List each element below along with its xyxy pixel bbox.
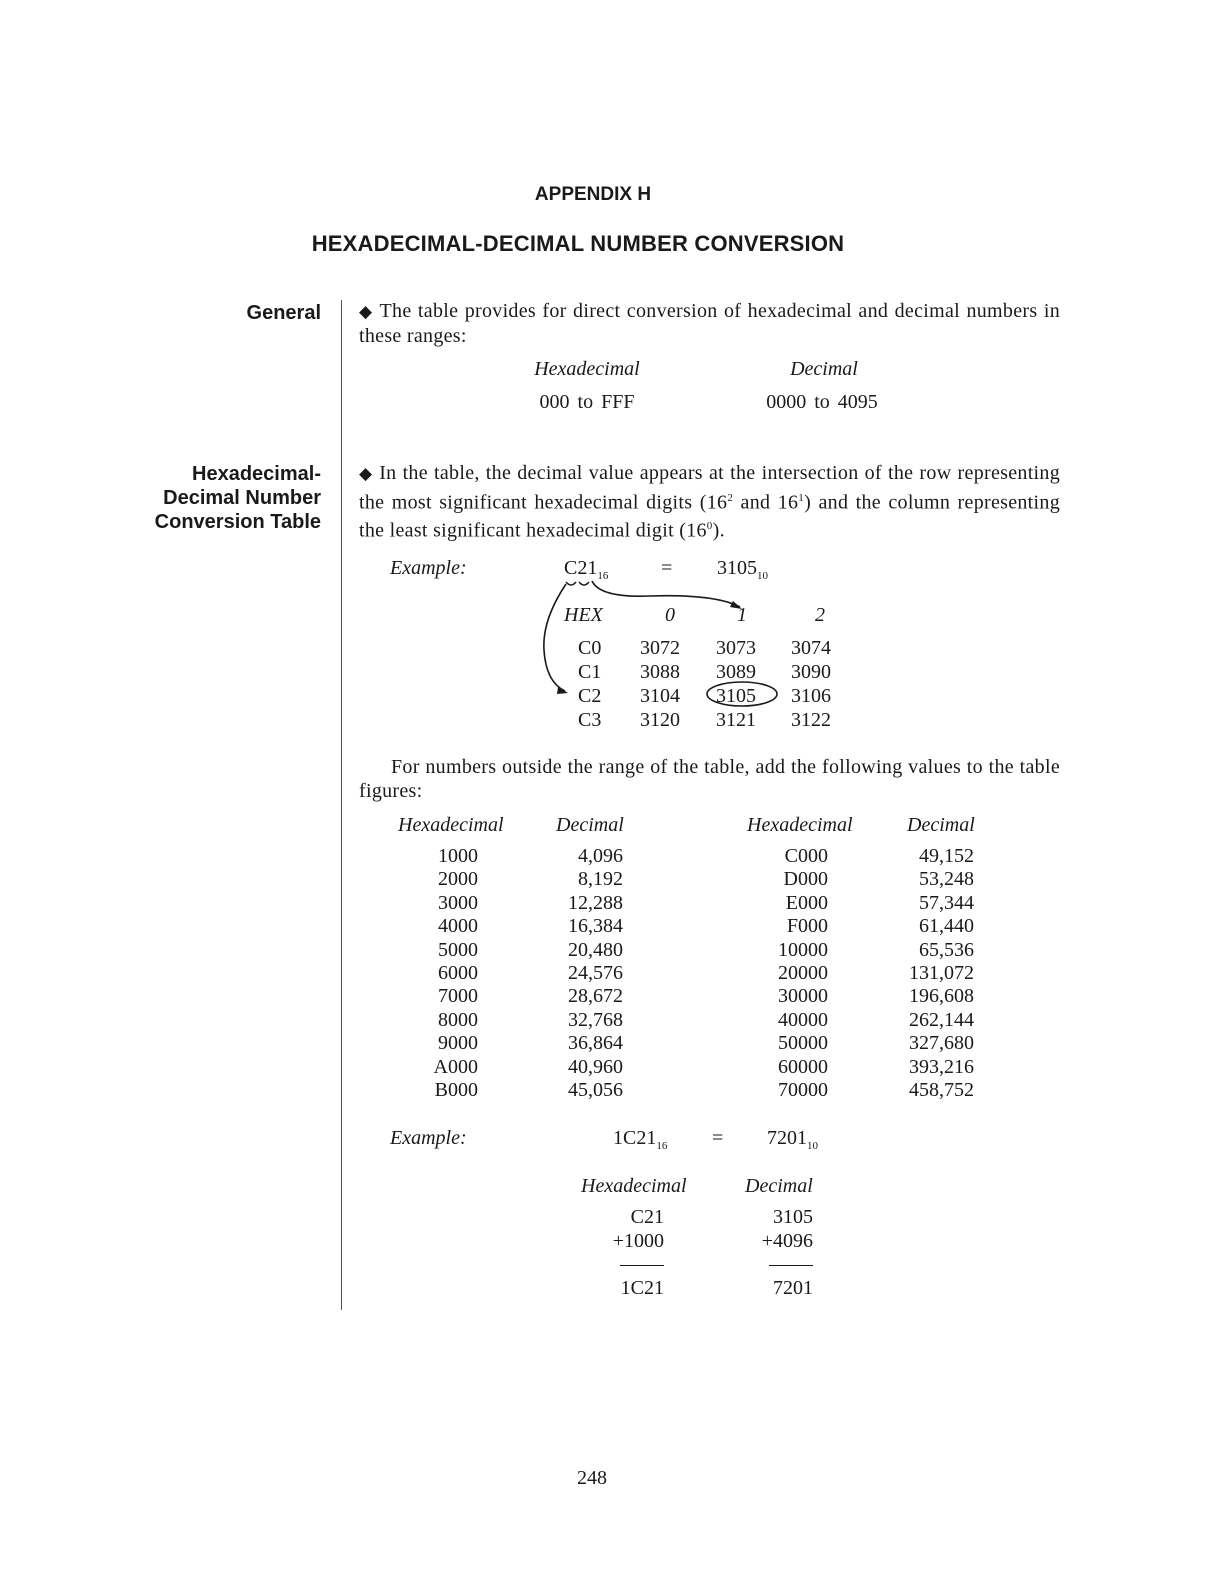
table-row — [578, 636, 831, 660]
table-row — [578, 660, 831, 684]
addition-dec-cell: 36,864 — [568, 1032, 623, 1055]
example2-dec-line: 3105 — [773, 1206, 813, 1228]
addition-dec-cell: 131,072 — [909, 962, 974, 985]
addition-header: Decimal — [907, 814, 975, 836]
example2-hex-result: 1C21 — [620, 1277, 664, 1299]
addition-hex-cell: 4000 — [438, 915, 478, 938]
example-equals: = — [661, 557, 673, 579]
conversion-text: In the table, the decimal value appears at the intersection of the row representing the most significant hexadecimal digits (16 — [359, 462, 1061, 514]
cell: 3088 — [640, 661, 680, 683]
addition-col-right-dec — [884, 845, 974, 1102]
addition-hex-cell: E000 — [785, 891, 828, 914]
page-number: 248 — [577, 1467, 607, 1489]
addition-dec-cell: 53,248 — [919, 868, 974, 891]
digit-brace — [579, 582, 589, 585]
example2-dec-result: 7201 — [773, 1277, 813, 1299]
addition-dec-cell: 61,440 — [919, 915, 974, 938]
addition-col-left-hex — [388, 845, 478, 1102]
addition-hex-cell: 2000 — [438, 868, 478, 891]
addition-dec-cell: 32,768 — [568, 1008, 623, 1031]
cell: 3104 — [640, 685, 680, 707]
example-equals: = — [712, 1127, 724, 1149]
example-label: Example: — [390, 1127, 467, 1149]
cell: 3089 — [716, 661, 756, 683]
addition-hex-cell: 9000 — [438, 1032, 478, 1055]
conversion-text: ). — [712, 519, 725, 542]
addition-hex-cell: 3000 — [438, 891, 478, 914]
addition-dec-cell: 49,152 — [919, 845, 974, 867]
table-header-col: 2 — [815, 604, 825, 626]
addition-hex-cell: D000 — [783, 868, 828, 891]
row-hex: C0 — [578, 637, 602, 659]
appendix-label: APPENDIX H — [534, 184, 652, 205]
addition-dec-cell: 196,608 — [909, 985, 974, 1008]
general-text: The table provides for direct conversion of hexadecimal and decimal numbers in these ranges: — [359, 300, 1060, 347]
table-header-col: 0 — [665, 604, 675, 626]
addition-hex-cell: C000 — [784, 845, 828, 867]
row-hex: C1 — [578, 661, 602, 683]
addition-dec-cell: 40,960 — [568, 1055, 623, 1078]
addition-hex-cell: 50000 — [778, 1032, 828, 1055]
base-subscript: 10 — [807, 1140, 818, 1152]
base-subscript: 10 — [757, 570, 768, 582]
page-title: HEXADECIMAL-DECIMAL NUMBER CONVERSION — [311, 231, 845, 256]
addition-hex-cell: 60000 — [778, 1055, 828, 1078]
general-paragraph — [359, 300, 1060, 348]
row-arrow — [544, 584, 566, 691]
diamond-bullet-icon: ◆ — [359, 464, 374, 484]
addition-dec-cell: 24,576 — [568, 962, 623, 985]
addition-hex-cell: 6000 — [438, 962, 478, 985]
example-dec-value: 7201 — [767, 1127, 807, 1149]
cell: 3074 — [791, 637, 831, 659]
cell: 3106 — [791, 685, 831, 707]
cell: 3105 — [716, 685, 756, 707]
example2-dec — [767, 1127, 818, 1152]
superscript: 1 — [798, 491, 805, 504]
table-row — [578, 708, 831, 732]
addition-dec-cell: 65,536 — [919, 938, 974, 961]
range-value-dec: 0000 to 4095 — [766, 391, 878, 413]
table-row — [578, 684, 831, 708]
addition-hex-cell: 40000 — [778, 1008, 828, 1031]
addition-col-left-dec — [533, 845, 623, 1102]
addition-dec-cell: 16,384 — [568, 915, 623, 938]
section-heading-line: Conversion Table — [154, 511, 321, 533]
addition-header: Hexadecimal — [398, 814, 504, 836]
cell: 3073 — [716, 637, 756, 659]
diamond-bullet-icon: ◆ — [359, 302, 374, 322]
cell: 3090 — [791, 661, 831, 683]
addition-dec-cell: 28,672 — [568, 985, 623, 1008]
cell: 3121 — [716, 709, 756, 731]
addition-hex-cell: 1000 — [438, 845, 478, 867]
addition-hex-cell: 10000 — [778, 938, 828, 961]
range-value-hex: 000 to FFF — [539, 391, 635, 413]
example2-header-dec: Decimal — [745, 1175, 813, 1197]
addition-hex-cell: 5000 — [438, 938, 478, 961]
addition-header: Decimal — [556, 814, 624, 836]
addition-dec-cell: 20,480 — [568, 938, 623, 961]
addition-hex-cell: 8000 — [438, 1008, 478, 1031]
section-heading-line: Hexadecimal- — [192, 463, 321, 485]
addition-hex-cell: 20000 — [778, 962, 828, 985]
addition-hex-cell: B000 — [434, 1079, 478, 1102]
conversion-text: ) and the column representing the least significant hexadecimal digit (16 — [359, 491, 1060, 542]
digit-brace — [566, 582, 576, 585]
addition-hex-cell: A000 — [433, 1055, 478, 1078]
addition-dec-cell: 393,216 — [909, 1055, 974, 1078]
example-hex-value: C21 — [564, 557, 598, 579]
example-dec-value: 3105 — [717, 557, 757, 579]
example2-hex-line: C21 — [630, 1206, 664, 1228]
example-hex-value: 1C21 — [613, 1127, 657, 1149]
arrowhead-icon — [557, 687, 568, 694]
cell: 3120 — [640, 709, 680, 731]
conversion-text: and 16 — [733, 491, 799, 514]
example-label: Example: — [390, 557, 467, 579]
addition-dec-cell: 4,096 — [578, 845, 623, 867]
addition-dec-cell: 327,680 — [909, 1032, 974, 1055]
addition-hex-cell: F000 — [786, 915, 828, 938]
addition-dec-cell: 45,056 — [568, 1079, 623, 1102]
row-hex: C3 — [578, 709, 602, 731]
conversion-paragraph — [359, 462, 1060, 543]
example2-hex-line: +1000 — [612, 1230, 664, 1252]
row-hex: C2 — [578, 685, 602, 707]
example-table-rows — [578, 636, 831, 732]
base-subscript: 16 — [656, 1140, 668, 1152]
cell: 3122 — [791, 709, 831, 731]
superscript: 2 — [727, 491, 734, 504]
range-header-dec: Decimal — [790, 358, 858, 380]
section-heading-general: General — [246, 302, 321, 324]
table-header-col: 1 — [737, 604, 747, 626]
range-header-hex: Hexadecimal — [534, 358, 640, 380]
addition-hex-cell: 30000 — [778, 985, 828, 1008]
addition-hex-cell: 70000 — [778, 1079, 828, 1102]
margin-rule — [341, 300, 342, 1310]
addition-dec-cell: 57,344 — [919, 891, 974, 914]
addition-col-right-hex — [738, 845, 828, 1102]
addition-dec-cell: 262,144 — [909, 1008, 974, 1031]
table-header-hex: HEX — [564, 604, 603, 626]
section-heading-conversion — [80, 462, 321, 534]
addition-dec-cell: 458,752 — [909, 1079, 974, 1102]
outside-range-paragraph: For numbers outside the range of the table, add the following values to the table figures: — [359, 756, 1060, 802]
cell: 3072 — [640, 637, 680, 659]
sum-rule — [620, 1265, 664, 1266]
addition-header: Hexadecimal — [747, 814, 853, 836]
addition-dec-cell: 12,288 — [568, 891, 623, 914]
superscript: 0 — [706, 519, 713, 532]
section-heading-line: Decimal Number — [163, 487, 321, 509]
example2-hex — [613, 1127, 667, 1152]
addition-dec-cell: 8,192 — [578, 868, 623, 891]
addition-hex-cell: 7000 — [438, 985, 478, 1008]
sum-rule — [769, 1265, 813, 1266]
base-subscript: 16 — [597, 570, 609, 582]
example2-header-hex: Hexadecimal — [581, 1175, 687, 1197]
example2-dec-line: +4096 — [761, 1230, 813, 1252]
